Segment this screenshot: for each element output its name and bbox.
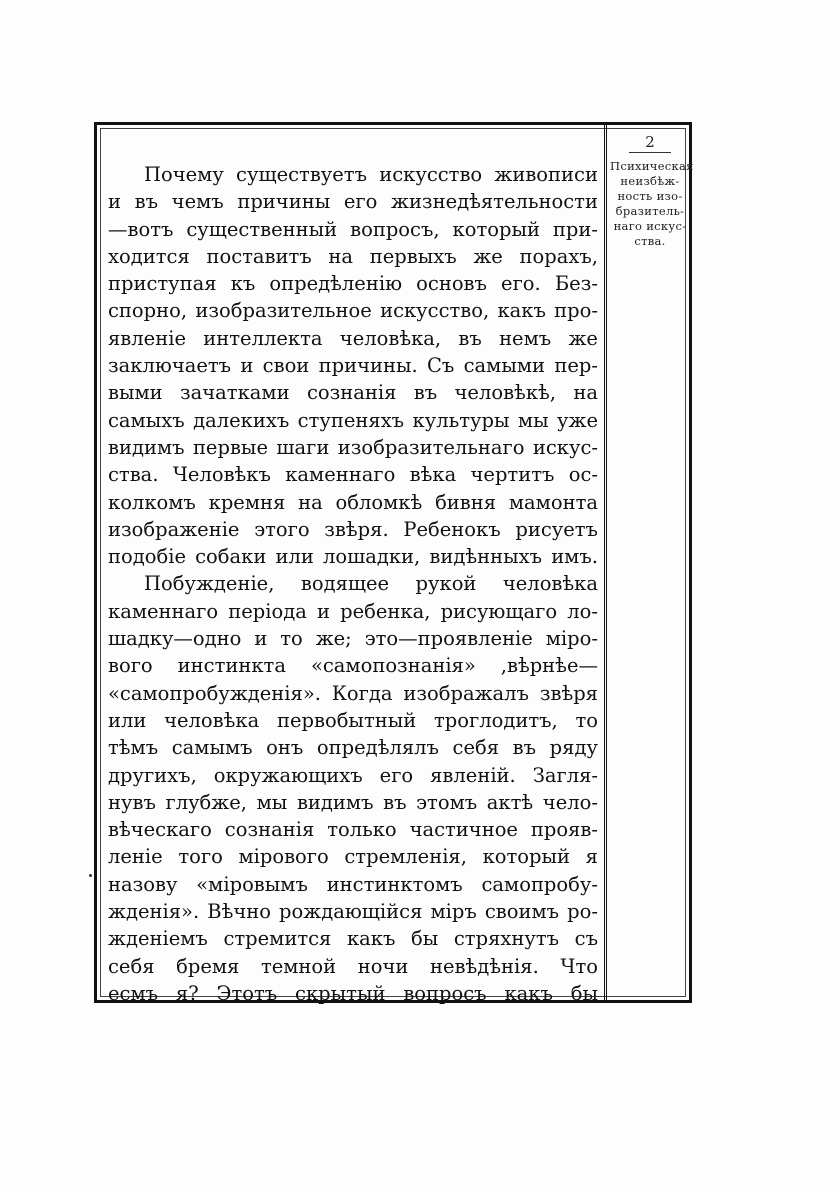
body-line: выми зачатками сознанія въ человѣкѣ, на <box>108 381 598 405</box>
body-line: явленіе интеллекта человѣка, въ немъ же <box>108 326 598 350</box>
body-line: —вотъ существенный вопросъ, который при- <box>108 217 598 241</box>
body-line: другихъ, окружающихъ его явленій. Загля- <box>108 763 598 787</box>
body-line: жденія». Вѣчно рождающійся міръ своимъ ро- <box>108 900 598 924</box>
body-line: жденіемъ стремится какъ бы стряхнутъ съ <box>108 927 598 951</box>
ink-speck <box>89 874 92 877</box>
body-line: подобіе собаки или лошадки, видѣнныхъ имъ. <box>108 545 598 569</box>
body-line: колкомъ кремня на обломкѣ бивня мамонта <box>108 490 598 514</box>
marginal-note: Психическая неизбѣж- ность изо- бразитель- наго искус- ства. <box>610 159 694 248</box>
margin-column-divider <box>604 122 607 1003</box>
body-line: спорно, изобразительное искусство, какъ про- <box>108 299 598 323</box>
body-line: есмъ я? Этотъ скрытый вопросъ какъ бы <box>108 981 598 1005</box>
body-line: ства. Человѣкъ каменнаго вѣка чертитъ ос- <box>108 463 598 487</box>
body-line: вѣческаго сознанія только частичное прояв- <box>108 818 598 842</box>
body-line: себя бремя темной ночи невѣдѣнія. Что <box>108 954 598 978</box>
body-line: ходится поставитъ на первыхъ же порахъ, <box>108 244 598 268</box>
body-text <box>108 161 598 1007</box>
body-line: изображеніе этого звѣря. Ребенокъ рисуетъ <box>108 517 598 541</box>
body-line: и въ чемъ причины его жизнедѣятельности <box>108 190 598 214</box>
body-line: заключаетъ и свои причины. Съ самыми пер- <box>108 354 598 378</box>
body-line: или человѣка первобытный троглодитъ, то <box>108 708 598 732</box>
body-line: «самопробужденія». Когда изображалъ звѣря <box>108 681 598 705</box>
body-line: видимъ первые шаги изобразительнаго искус- <box>108 435 598 459</box>
body-line: нувъ глубже, мы видимъ въ этомъ актѣ чело- <box>108 790 598 814</box>
body-line: каменнаго періода и ребенка, рисующаго ло- <box>108 599 598 623</box>
body-line: назову «міровымъ инстинктомъ самопробу- <box>108 872 598 896</box>
body-line: шадку—одно и то же; это—проявленіе міро- <box>108 627 598 651</box>
body-line: Почему существуетъ искусство живописи <box>144 163 598 186</box>
margin-column <box>610 132 694 249</box>
body-line: леніе того мірового стремленія, который я <box>108 845 598 869</box>
body-line: тѣмъ самымъ онъ опредѣлялъ себя въ ряду <box>108 736 598 760</box>
body-line: Побужденіе, водящее рукой человѣка <box>144 572 598 596</box>
page-number: 2 <box>629 132 671 153</box>
body-line: самыхъ далекихъ ступеняхъ культуры мы уже <box>108 408 598 432</box>
body-line: приступая къ опредѣленію основъ его. Без- <box>108 272 598 296</box>
body-line: вого инстинкта «самопознанія» ,вѣрнѣе— <box>108 654 598 678</box>
